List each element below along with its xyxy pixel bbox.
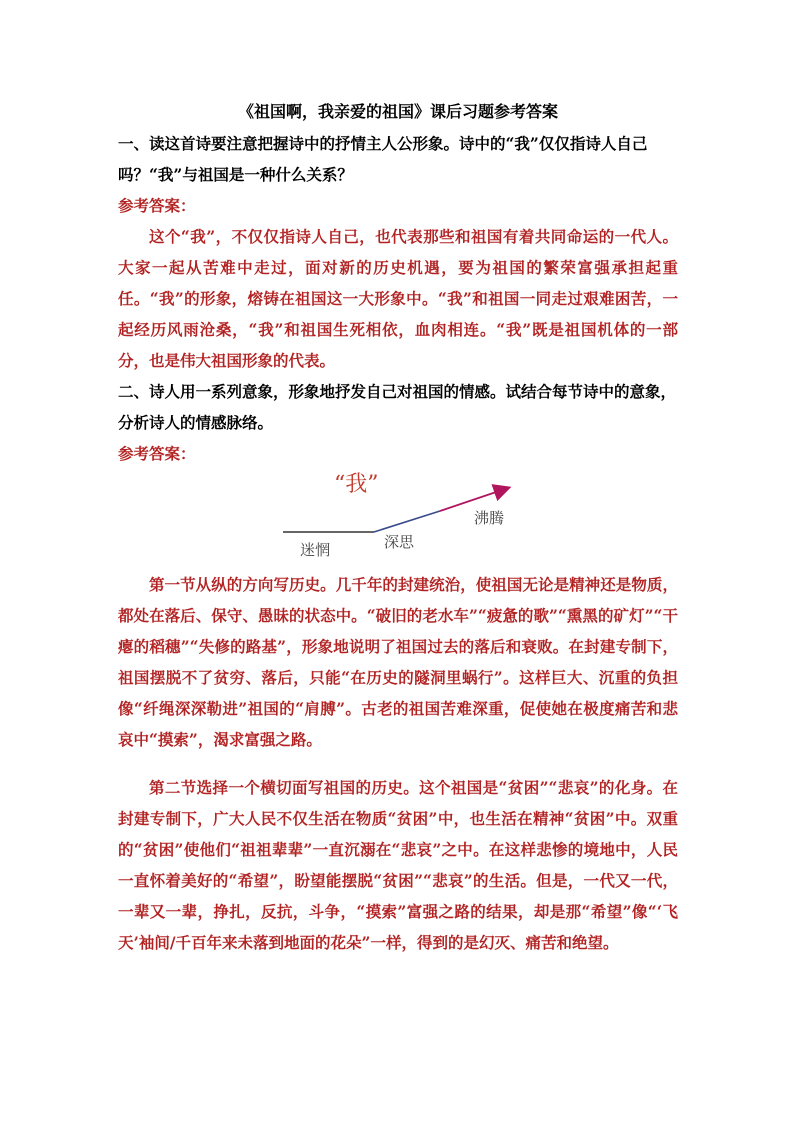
emotion-diagram xyxy=(118,471,678,563)
document-content xyxy=(118,96,678,958)
question-1: 一、读这首诗要注意把握诗中的抒情主人公形象。诗中的“我”仅仅指诗人自己吗？“我”与祖国是一种什么关系？ xyxy=(118,134,648,184)
stage-2-line xyxy=(374,511,440,532)
answer-1: 这个“我”，不仅仅指诗人自己，也代表那些和祖国有着共同命运的一代人。大家一起从苦难中走过，面对新的历史机遇，要为祖国的繁荣富强承担起重任。“我”的形象，熔铸在祖国这一大形象中。“我”和祖国一同走过艰难困苦，一起经历风雨沧桑，“我”和祖国生死相依，血肉相连。“我”既是祖国机体的一部分，也是伟大祖国形象的代表。 xyxy=(118,227,678,370)
question-2: 二、诗人用一系列意象，形象地抒发自己对祖国的情感。试结合每节诗中的意象，分析诗人的情感脉络。 xyxy=(118,382,677,432)
answer-label-2: 参考答案： xyxy=(118,444,196,463)
answer-label-1: 参考答案： xyxy=(118,196,196,215)
section-2-paragraph: 第二节选择一个横切面写祖国的历史。这个祖国是“贫困”“悲哀”的化身。在封建专制下，广大人民不仅生活在物质“贫困”中，也生活在精神“贫困”中。双重的“贫困”使他们“祖祖辈辈”一直沉溺在“悲哀”之中。在这样悲惨的境地中，人民一直怀着美好的“希望”，盼望能摆脱“贫困”“悲哀”的生活。但是，一代又一代，一辈又一辈，挣扎，反抗，斗争，“摸索”富强之路的结果，却是那“希望”像“‘飞天’袖间/千百年来未落到地面的花朵”一样，得到的是幻灭、痛苦和绝望。 xyxy=(118,778,678,952)
stage-2-label: 深思 xyxy=(384,533,415,551)
section-1-paragraph: 第一节从纵的方向写历史。几千年的封建统治，使祖国无论是精神还是物质，都处在落后、保守、愚昧的状态中。“破旧的老水车”“疲惫的歌”“熏黑的矿灯”“干瘪的稻穗”“失修的路基”，形象地说明了祖国过去的落后和衰败。在封建专制下，祖国摆脱不了贫穷、落后，只能“在历史的隧洞里蜗行”。这样巨大、沉重的负担像“纤绳深深勒进”祖国的“肩膊”。古老的祖国苦难深重，促使她在极度痛苦和悲哀中“摸索”，渴求富强之路。 xyxy=(118,575,678,749)
stage-3-label: 沸腾 xyxy=(474,509,505,527)
document-title: 《祖国啊，我亲爱的祖国》课后习题参考答案 xyxy=(237,102,558,121)
stage-1-label: 迷惘 xyxy=(300,541,331,559)
me-label: “我” xyxy=(334,472,379,497)
